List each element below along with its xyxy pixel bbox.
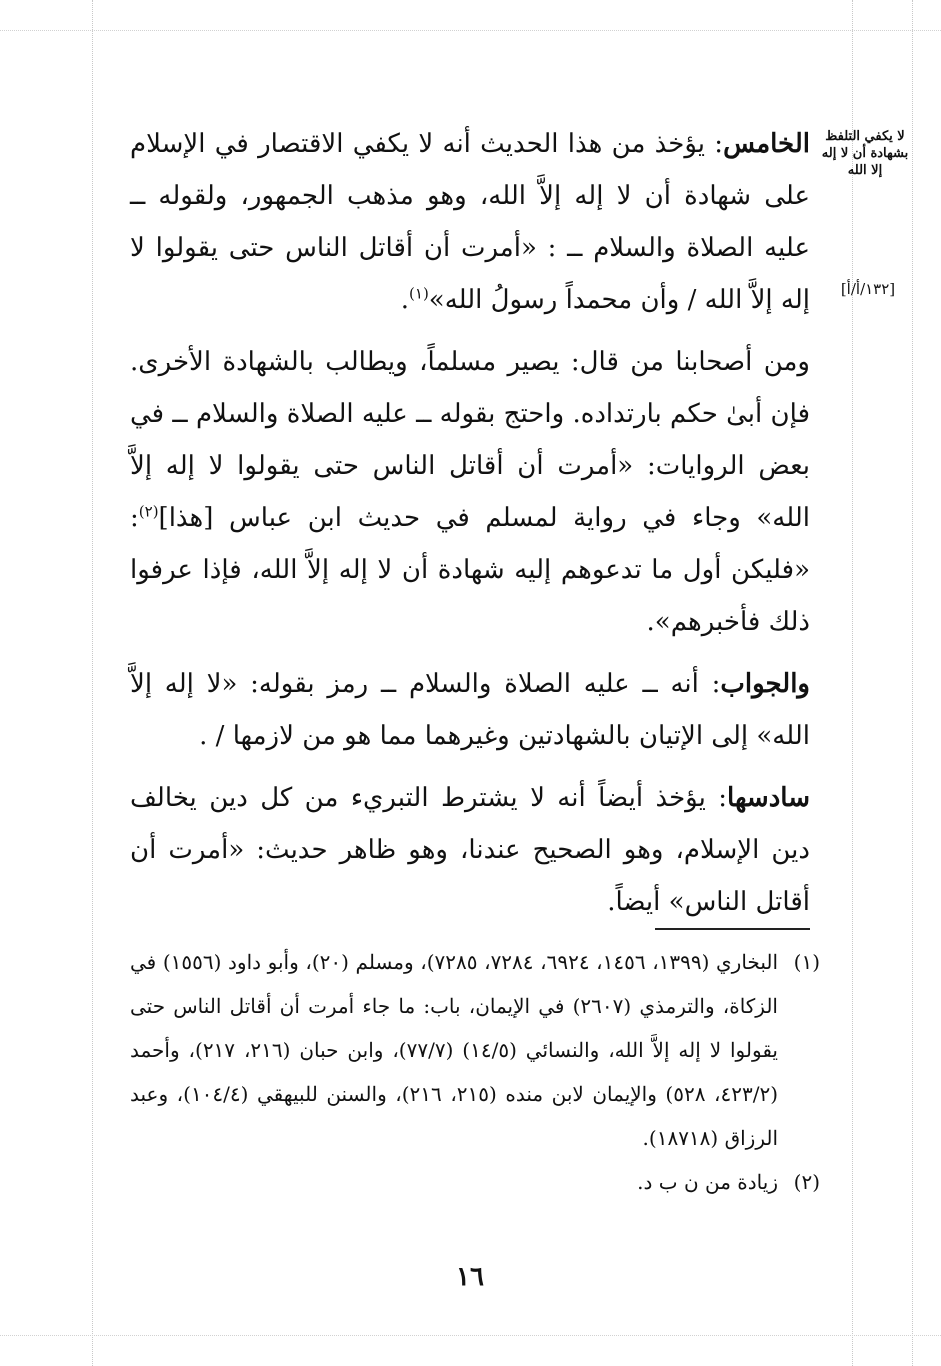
paragraph-lead: الخامس xyxy=(723,129,810,159)
scan-guide-line xyxy=(0,1335,941,1336)
paragraph-fifth xyxy=(130,118,810,326)
main-text xyxy=(130,118,810,938)
footnote-1 xyxy=(130,940,820,1160)
footnote-text: زيادة من ن ب د. xyxy=(637,1170,778,1194)
footnote-number: (١) xyxy=(793,950,820,974)
paragraph-lead: سادسها xyxy=(727,783,810,813)
scan-guide-line xyxy=(0,30,941,31)
manuscript-folio-reference: [١٣٢/أ/أ] xyxy=(840,280,896,298)
footnote-reference[interactable]: (١) xyxy=(409,284,429,303)
page-number: ١٦ xyxy=(456,1262,484,1292)
scan-guide-line xyxy=(852,0,853,1366)
footnote-2 xyxy=(130,1160,820,1204)
paragraph-answer xyxy=(130,658,810,762)
paragraph-text-end: : «فليكن أول ما تدعوهم إليه شهادة أن لا إله إلاَّ الله، فإذا عرفوا ذلك فأخبرهم». xyxy=(130,503,810,637)
scan-guide-line xyxy=(912,0,913,1366)
paragraph-text: : يؤخذ من هذا الحديث أنه لا يكفي الاقتصار في الإسلام على شهادة أن لا إله إلاَّ الله، وهو مذهب الجمهور، ولقوله ــ عليه الصلاة والسلام ــ : «أمرت أن أقاتل الناس حتى يقولوا لا إله إلاَّ الله / وأن محمداً رسولُ الله» xyxy=(130,129,810,315)
footnote-reference[interactable]: (٢) xyxy=(138,502,159,521)
paragraph-opinion xyxy=(130,336,810,648)
paragraph-text-end: . xyxy=(400,285,410,315)
paragraph-text: : أنه ــ عليه الصلاة والسلام ــ رمز بقوله: «لا إله إلاَّ الله» إلى الإتيان بالشهادتين وغيرهما مما هو من لازمها / . xyxy=(130,669,810,751)
paragraph-text: ومن أصحابنا من قال: يصير مسلماً، ويطالب بالشهادة الأخرى. فإن أبىٰ حكم بارتداده. واحتج بقوله ــ عليه الصلاة والسلام ــ في بعض الروايات: «أمرت أن أقاتل الناس حتى يقولوا لا إله إلاَّ الله» وجاء في رواية لمسلم في حديث ابن عباس [هذا] xyxy=(130,347,810,533)
footnotes xyxy=(130,940,820,1204)
footnote-divider xyxy=(655,928,810,930)
footnote-number: (٢) xyxy=(793,1170,820,1194)
paragraph-lead: والجواب xyxy=(720,669,810,699)
paragraph-sixth xyxy=(130,772,810,928)
footnote-text: البخاري (١٣٩٩، ١٤٥٦، ٦٩٢٤، ٧٢٨٤، ٧٢٨٥)، ومسلم (٢٠)، وأبو داود (١٥٥٦) في الزكاة، والترمذي (٢٦٠٧) في الإيمان، باب: ما جاء أمرت أن أقاتل الناس حتى يقولوا لا إله إلاَّ الله، والنسائي (١٤/٥) (٧٧/٧)، وابن حبان (٢١٦، ٢١٧)، وأحمد (٤٢٣/٢، ٥٢٨) والإيمان لابن منده (٢١٥، ٢١٦)، والسنن للبيهقي (١٠٤/٤)، وعبد الرزاق (١٨٧١٨). xyxy=(130,950,779,1150)
margin-note: لا يكفي التلفظ بشهادة أن لا إله إلا الله xyxy=(821,129,909,178)
paragraph-text: : يؤخذ أيضاً أنه لا يشترط التبريء من كل دين يخالف دين الإسلام، وهو الصحيح عندنا، وهو ظاهر حديث: «أمرت أن أقاتل الناس» أيضاً. xyxy=(130,783,810,917)
scan-guide-line xyxy=(92,0,93,1366)
